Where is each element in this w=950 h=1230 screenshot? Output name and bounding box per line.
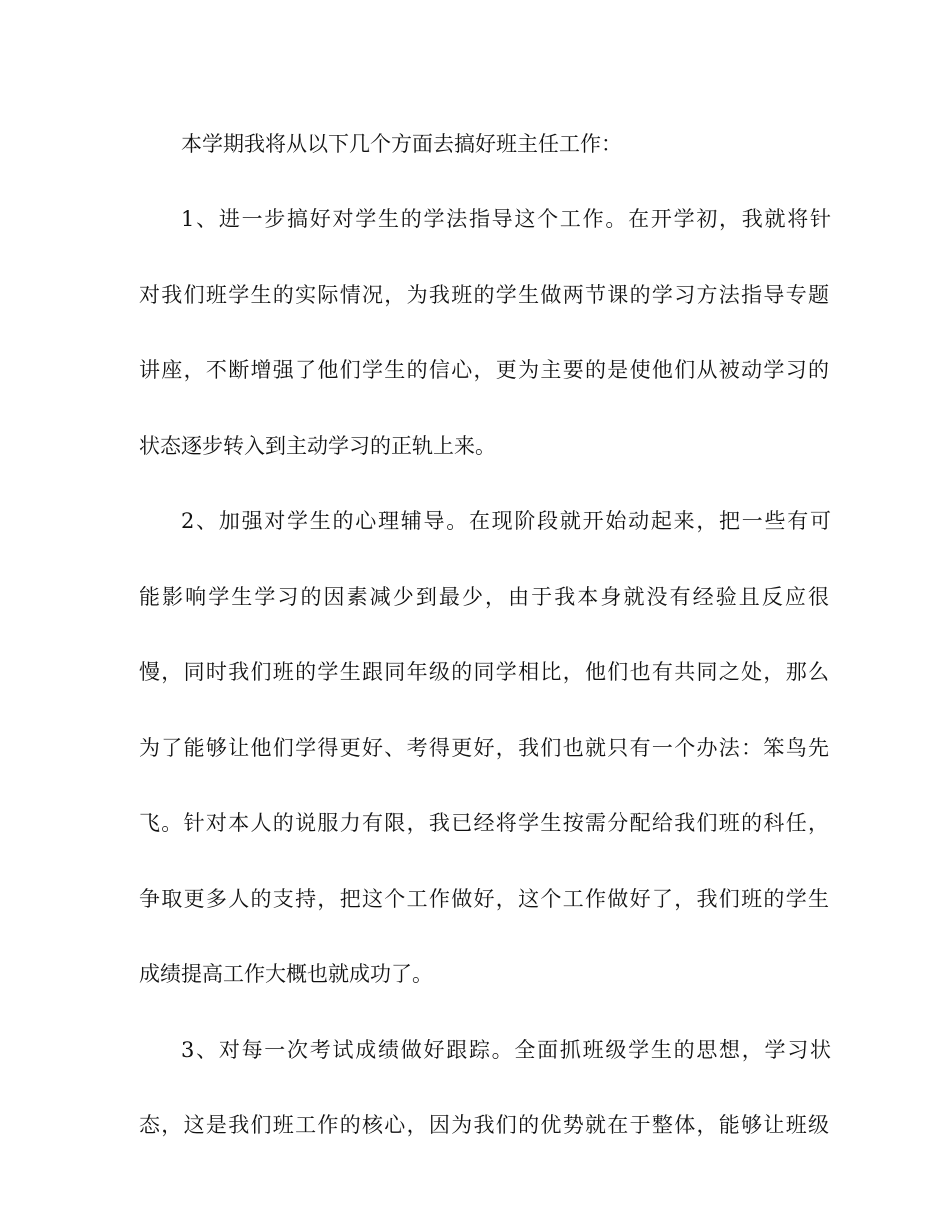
intro-line: 本学期我将从以下几个方面去搞好班主任工作： [181, 132, 622, 156]
paragraph-2-line-4: 为了能够让他们学得更好、考得更好，我们也就只有一个办法：笨鸟先 [139, 736, 829, 760]
paragraph-1-line-2: 对我们班学生的实际情况，为我班的学生做两节课的学习方法指导专题 [139, 283, 829, 307]
paragraph-2-line-6: 争取更多人的支持，把这个工作做好，这个工作做好了，我们班的学生 [139, 887, 829, 911]
paragraph-1-line-1: 1、进一步搞好对学生的学法指导这个工作。在开学初，我就将针 [181, 207, 831, 231]
paragraph-2-line-2: 能影响学生学习的因素减少到最少，由于我本身就没有经验且反应很 [139, 585, 829, 609]
paragraph-1-line-4: 状态逐步转入到主动学习的正轨上来。 [139, 434, 496, 458]
paragraph-2-line-3: 慢，同时我们班的学生跟同年级的同学相比，他们也有共同之处，那么 [139, 660, 829, 684]
paragraph-2-line-7: 成绩提高工作大概也就成功了。 [139, 962, 433, 986]
paragraph-1-line-3: 讲座，不断增强了他们学生的信心，更为主要的是使他们从被动学习的 [139, 358, 829, 382]
paragraph-2-line-1: 2、加强对学生的心理辅导。在现阶段就开始动起来，把一些有可 [181, 509, 831, 533]
paragraph-2-line-5: 飞。针对本人的说服力有限，我已经将学生按需分配给我们班的科任， [139, 811, 829, 835]
paragraph-3-line-1: 3、对每一次考试成绩做好跟踪。全面抓班级学生的思想，学习状 [181, 1038, 831, 1062]
paragraph-3-line-2: 态，这是我们班工作的核心，因为我们的优势就在于整体，能够让班级 [139, 1113, 829, 1137]
